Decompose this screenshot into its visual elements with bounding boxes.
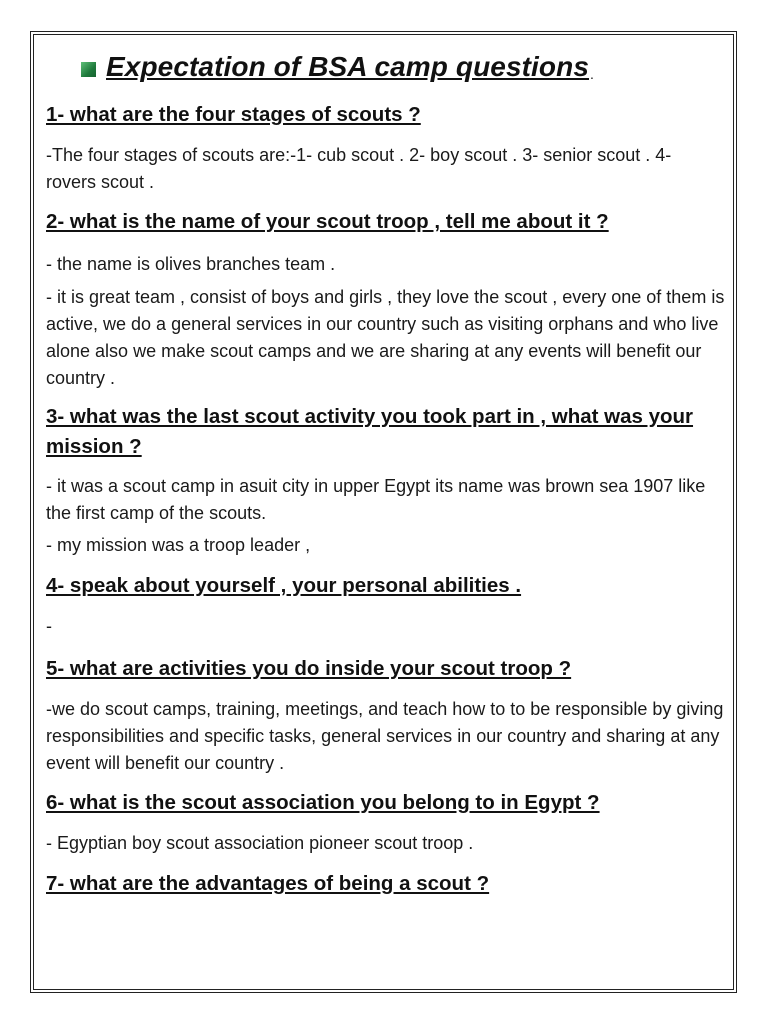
question-6: 6- what is the scout association you belong to in Egypt ?: [46, 791, 600, 814]
question-2: 2- what is the name of your scout troop , tell me about it ?: [46, 210, 609, 233]
question-4: 4- speak about yourself , your personal abilities .: [46, 574, 522, 597]
question-3: 3- what was the last scout activity you took part in , what was your mission ?: [46, 405, 694, 458]
answer-5-1: -we do scout camps, training, meetings, and teach how to to be responsible by giving responsibilities and specific tasks, general services in our country and sharing at any event will benefit our country .: [46, 699, 724, 773]
answer-2-1: - the name is olives branches team .: [46, 254, 336, 274]
green-square-bullet-icon: [81, 62, 96, 77]
answer-1-1: -The four stages of scouts are:-1- cub scout . 2- boy scout . 3- senior scout . 4- rovers scout .: [46, 145, 672, 192]
document-body: [46, 48, 726, 899]
answer-4-1: -: [46, 616, 52, 636]
answer-3-2: - my mission was a troop leader ,: [46, 535, 311, 555]
answer-2-2: - it is great team , consist of boys and girls , they love the scout , every one of them is active, we do a general services in our country such as visiting orphans and who live alone also we make scout camps and we are sharing at any events will benefit our country .: [46, 287, 725, 388]
question-5: 5- what are activities you do inside your scout troop ?: [46, 657, 572, 680]
answer-3-1: - it was a scout camp in asuit city in upper Egypt its name was brown sea 1907 like the first camp of the scouts.: [46, 476, 706, 523]
question-1: 1- what are the four stages of scouts ?: [46, 103, 421, 126]
title-suffix: .: [590, 66, 594, 82]
title-row: [81, 48, 726, 86]
question-7: 7- what are the advantages of being a scout ?: [46, 872, 490, 895]
page-title: Expectation of BSA camp questions: [106, 51, 590, 82]
answer-6-1: - Egyptian boy scout association pioneer scout troop .: [46, 833, 474, 853]
